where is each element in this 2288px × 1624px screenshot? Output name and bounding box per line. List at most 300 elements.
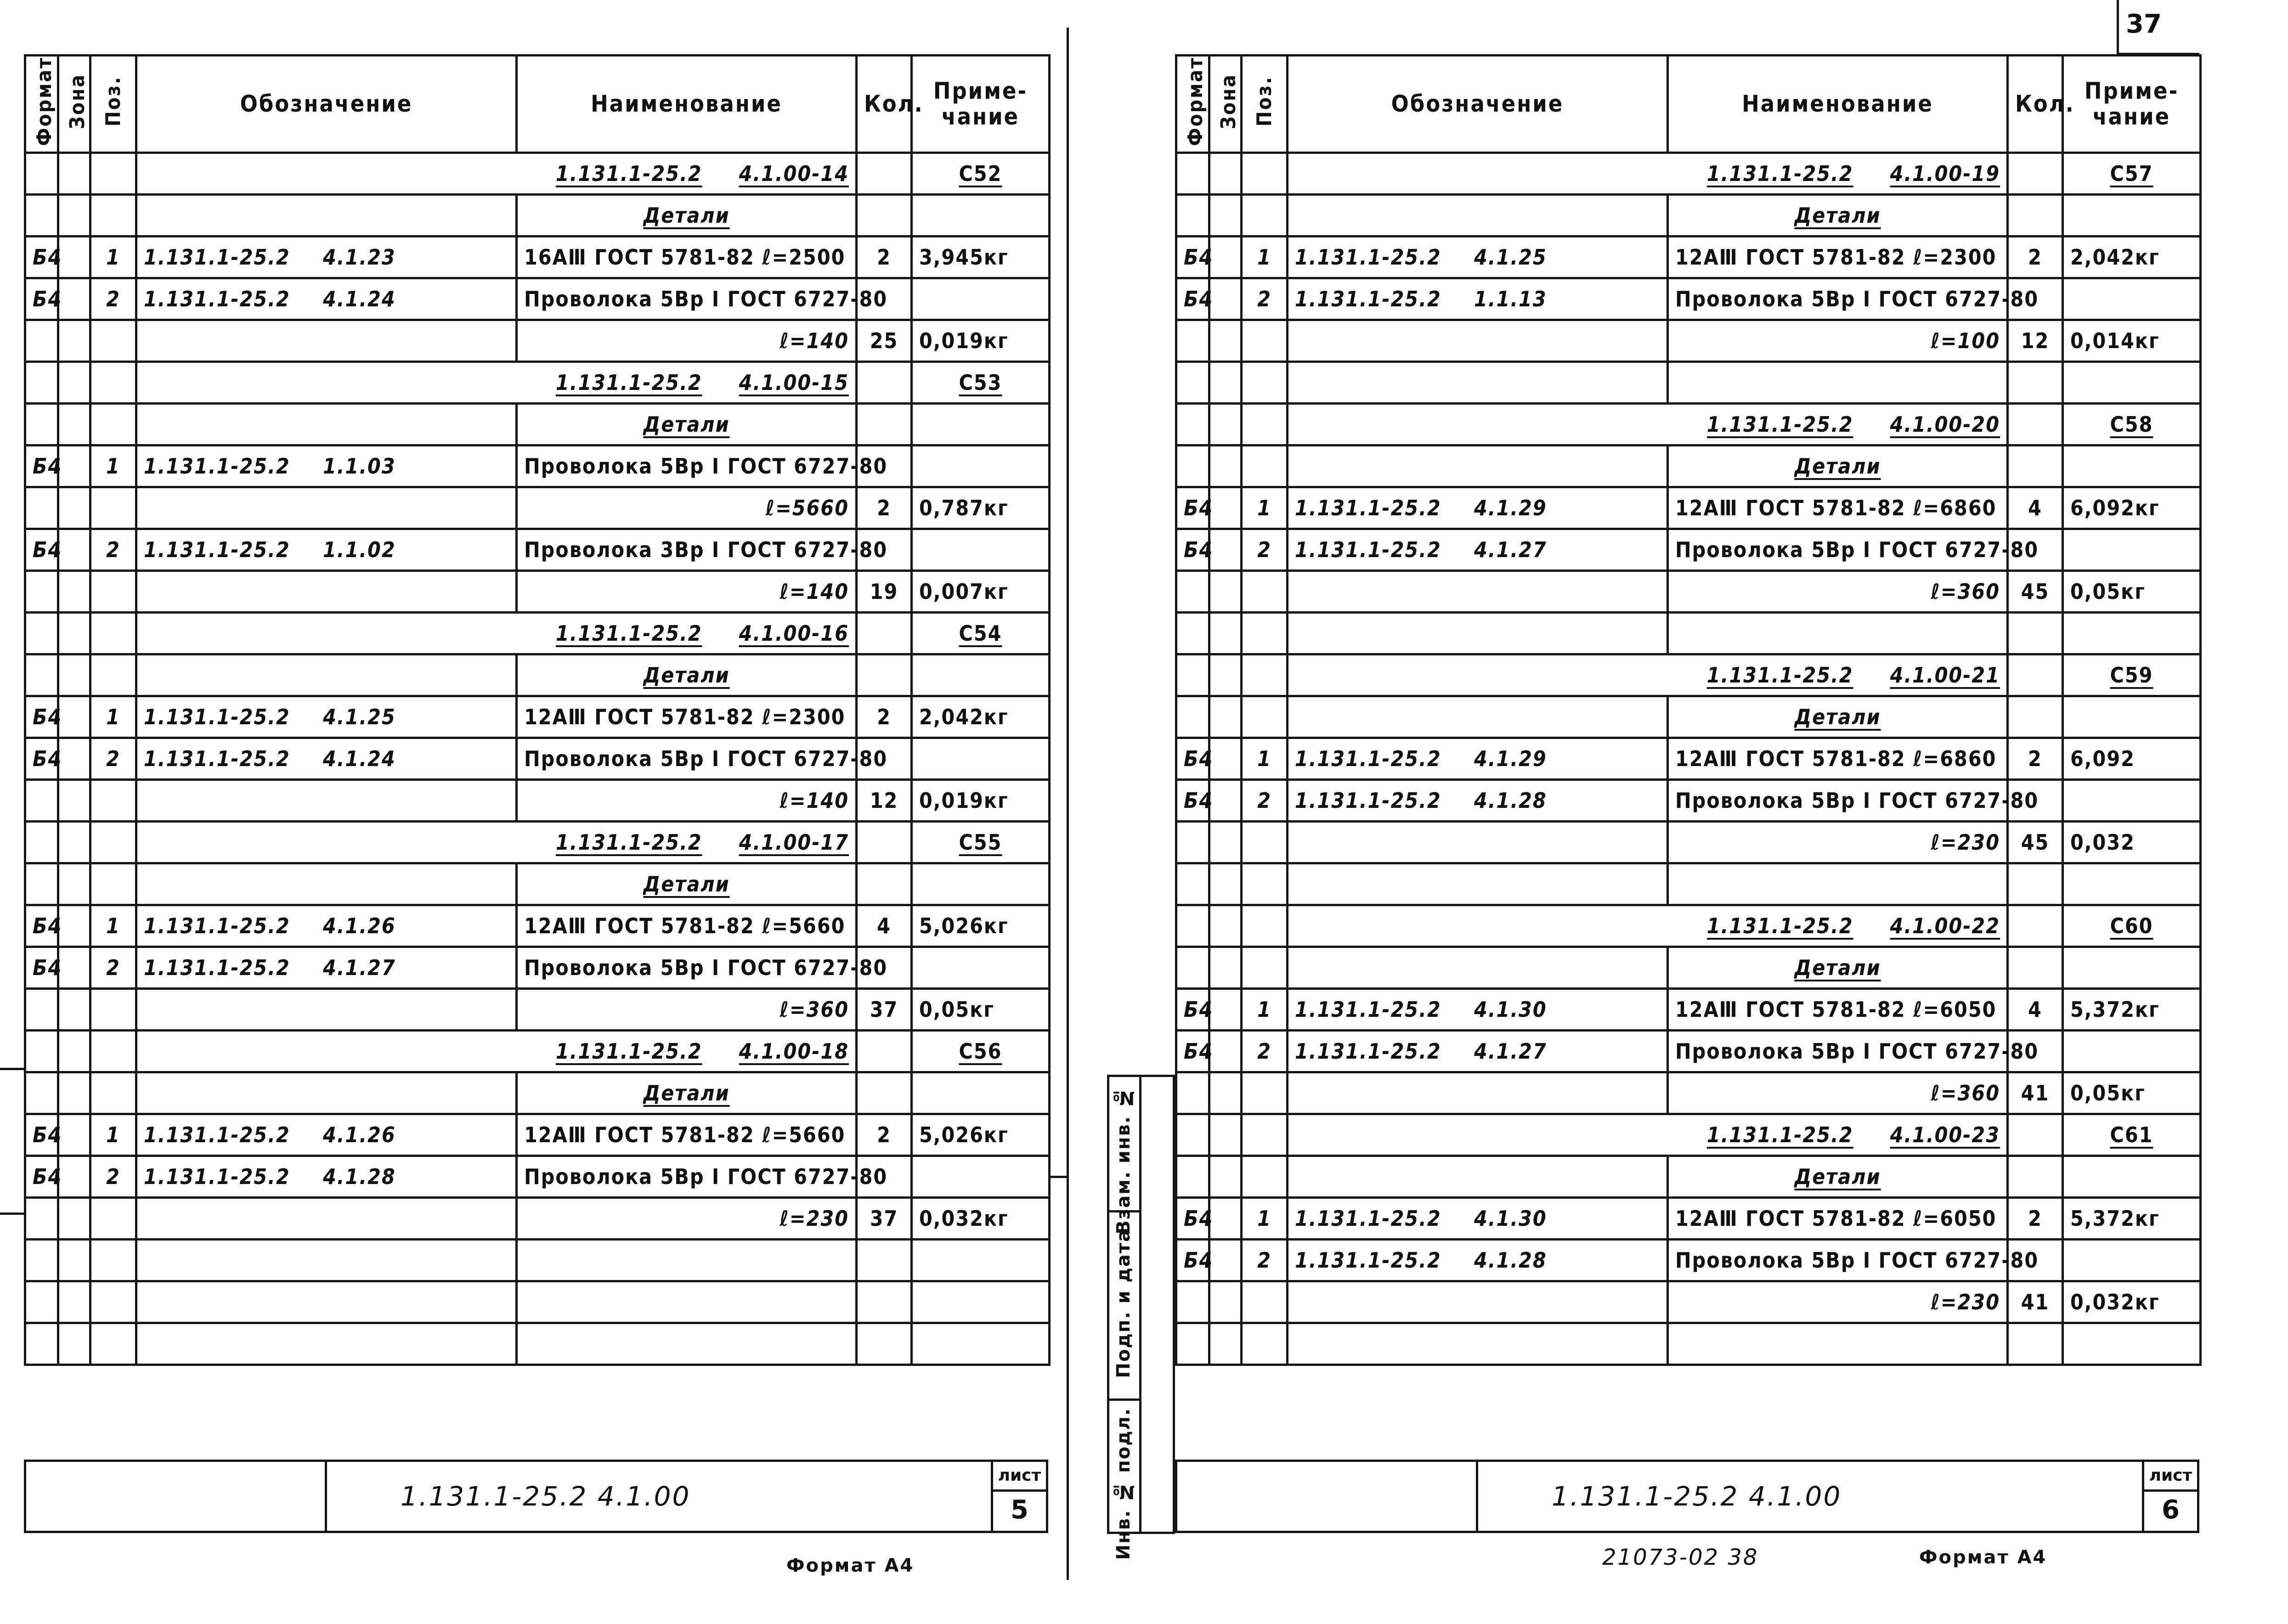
document-ref: 1.131.1-25.2: [1295, 244, 1441, 270]
document-ref: 1.131.1-25.2: [144, 244, 290, 270]
empty-cell: [1242, 1281, 1288, 1323]
empty-row: [25, 1281, 1050, 1323]
empty-cell: [2008, 1156, 2063, 1197]
length-cell: ℓ=230: [1668, 821, 2008, 863]
empty-cell: [1209, 445, 1242, 487]
archive-number: 21073-02 38: [1602, 1545, 1759, 1570]
table-row: [1176, 988, 2201, 1030]
note-cell: 0,032: [2063, 821, 2201, 863]
empty-cell: [1209, 320, 1242, 361]
empty-cell: [857, 1323, 912, 1365]
empty-cell: [90, 779, 136, 821]
format-cell: Б4: [25, 947, 58, 988]
note-cell: 0,787кг: [912, 487, 1050, 529]
empty-cell: [1288, 361, 1668, 403]
empty-cell: [857, 361, 912, 403]
empty-cell: [58, 487, 90, 529]
header-name: Наименование: [517, 56, 857, 153]
name-cell: Проволока 5Вр I ГОСТ 6727-80: [1668, 1030, 2008, 1072]
assembly-variant: 4.1.00-18: [739, 1038, 849, 1064]
empty-cell: [90, 863, 136, 905]
position-cell: 1: [90, 905, 136, 947]
sheet-number: 6: [2162, 1495, 2180, 1525]
empty-cell: [1176, 320, 1209, 361]
qty-cell: 45: [2008, 570, 2063, 612]
assembly-designation: [136, 821, 857, 863]
empty-cell: [1242, 194, 1288, 236]
sheet-box: [2142, 1462, 2197, 1531]
empty-cell: [1668, 612, 2008, 654]
empty-cell: [58, 1197, 90, 1239]
format-cell: Б4: [1176, 236, 1209, 278]
empty-cell: [1242, 152, 1288, 194]
assembly-code: 1.131.1-25.2: [555, 1038, 702, 1064]
assembly-mark: С61: [2063, 1114, 2201, 1156]
qty-cell: 41: [2008, 1281, 2063, 1323]
empty-cell: [58, 696, 90, 738]
empty-cell: [136, 779, 517, 821]
empty-cell: [25, 779, 58, 821]
header-note: Приме- чание: [912, 56, 1050, 153]
empty-cell: [1209, 487, 1242, 529]
empty-cell: [1176, 445, 1209, 487]
empty-cell: [1176, 821, 1209, 863]
empty-cell: [912, 1281, 1050, 1323]
designation-cell: [136, 278, 517, 320]
empty-cell: [2008, 612, 2063, 654]
empty-cell: [1176, 1156, 1209, 1197]
drawing-ref: 4.1.26: [323, 1122, 396, 1147]
section-header-row: [25, 1072, 1050, 1114]
empty-cell: [912, 1072, 1050, 1114]
note-cell: 5,026кг: [912, 1114, 1050, 1156]
position-cell: 2: [90, 529, 136, 570]
assembly-designation: [136, 612, 857, 654]
empty-cell: [58, 779, 90, 821]
margin-tick: [0, 1068, 24, 1070]
header-pos: Поз.: [1242, 56, 1288, 153]
empty-cell: [1242, 1072, 1288, 1114]
drawing-ref: 4.1.27: [1474, 537, 1547, 562]
empty-cell: [1209, 1281, 1242, 1323]
header-qty: Кол.: [2008, 56, 2063, 153]
designation-cell: [1288, 1197, 1668, 1239]
empty-cell: [2008, 905, 2063, 947]
document-ref: 1.131.1-25.2: [144, 955, 290, 980]
section-label: Детали: [1668, 947, 2008, 988]
length-row: [25, 1197, 1050, 1239]
document-ref: 1.131.1-25.2: [1295, 997, 1441, 1022]
format-cell: Б4: [1176, 278, 1209, 320]
drawing-ref: 1.1.13: [1474, 286, 1547, 311]
empty-cell: [2063, 194, 2201, 236]
empty-cell: [1209, 988, 1242, 1030]
note-cell: [912, 947, 1050, 988]
assembly-designation: [136, 361, 857, 403]
table-row: [1176, 1239, 2201, 1281]
name-cell: 12АⅢ ГОСТ 5781-82 ℓ=5660: [517, 1114, 857, 1156]
note-cell: [912, 1156, 1050, 1197]
empty-cell: [25, 194, 58, 236]
empty-cell: [1242, 403, 1288, 445]
length-cell: ℓ=140: [517, 320, 857, 361]
empty-cell: [1242, 1156, 1288, 1197]
table-row: [25, 278, 1050, 320]
empty-cell: [1209, 1323, 1242, 1365]
format-cell: Б4: [25, 445, 58, 487]
assembly-code: 1.131.1-25.2: [555, 620, 702, 646]
empty-row: [1176, 361, 2201, 403]
empty-cell: [1668, 863, 2008, 905]
document-code: 1.131.1-25.2 4.1.00: [1476, 1462, 2197, 1531]
assembly-mark: С54: [912, 612, 1050, 654]
empty-cell: [25, 1239, 58, 1281]
name-cell: 12АⅢ ГОСТ 5781-82 ℓ=2300: [1668, 236, 2008, 278]
position-cell: 2: [1242, 779, 1288, 821]
position-cell: 1: [90, 696, 136, 738]
assembly-title-row: [25, 152, 1050, 194]
assembly-mark: С55: [912, 821, 1050, 863]
name-cell: Проволока 5Вр I ГОСТ 6727-80: [517, 947, 857, 988]
table-row: [25, 529, 1050, 570]
document-code: 1.131.1-25.2 4.1.00: [325, 1462, 1046, 1531]
document-ref: 1.131.1-25.2: [144, 913, 290, 938]
empty-cell: [25, 1197, 58, 1239]
empty-cell: [1176, 1114, 1209, 1156]
empty-cell: [1242, 361, 1288, 403]
header-pos: Поз.: [90, 56, 136, 153]
assembly-code: 1.131.1-25.2: [1706, 913, 1853, 938]
empty-cell: [1209, 236, 1242, 278]
empty-cell: [912, 1239, 1050, 1281]
name-cell: 12АⅢ ГОСТ 5781-82 ℓ=6050: [1668, 1197, 2008, 1239]
empty-cell: [25, 863, 58, 905]
assembly-designation: [1288, 152, 2008, 194]
corner-frame-line: [2117, 0, 2119, 55]
note-cell: 0,007кг: [912, 570, 1050, 612]
drawing-ref: 4.1.28: [323, 1164, 396, 1189]
empty-cell: [1668, 361, 2008, 403]
empty-cell: [2008, 403, 2063, 445]
empty-cell: [25, 570, 58, 612]
table-row: [25, 905, 1050, 947]
empty-cell: [90, 152, 136, 194]
format-cell: Б4: [25, 1114, 58, 1156]
assembly-designation: [1288, 654, 2008, 696]
empty-cell: [1288, 570, 1668, 612]
name-cell: 12АⅢ ГОСТ 5781-82 ℓ=6860: [1668, 738, 2008, 779]
document-ref: 1.131.1-25.2: [144, 704, 290, 729]
position-cell: 2: [90, 278, 136, 320]
empty-cell: [1209, 1197, 1242, 1239]
drawing-ref: 4.1.26: [323, 913, 396, 938]
drawing-ref: 4.1.23: [323, 244, 396, 270]
empty-cell: [25, 612, 58, 654]
section-header-row: [25, 654, 1050, 696]
empty-cell: [1176, 152, 1209, 194]
empty-cell: [90, 194, 136, 236]
qty-cell: 4: [2008, 487, 2063, 529]
empty-cell: [58, 1030, 90, 1072]
drawing-ref: 4.1.30: [1474, 1206, 1547, 1231]
drawing-ref: 4.1.24: [323, 746, 396, 771]
assembly-mark: С57: [2063, 152, 2201, 194]
section-label: Детали: [1668, 445, 2008, 487]
designation-cell: [136, 1156, 517, 1197]
spec-table-left: [24, 54, 1051, 1366]
drawing-ref: 4.1.29: [1474, 495, 1547, 520]
length-row: [1176, 320, 2201, 361]
empty-cell: [58, 320, 90, 361]
header-format: Формат: [1176, 56, 1209, 153]
designation-cell: [1288, 1239, 1668, 1281]
empty-row: [25, 1239, 1050, 1281]
table-row: [1176, 1030, 2201, 1072]
name-cell: 12АⅢ ГОСТ 5781-82 ℓ=5660: [517, 905, 857, 947]
length-row: [25, 487, 1050, 529]
assembly-mark: С56: [912, 1030, 1050, 1072]
empty-cell: [1209, 696, 1242, 738]
empty-cell: [136, 1323, 517, 1365]
empty-cell: [857, 654, 912, 696]
length-row: [25, 570, 1050, 612]
drawing-ref: 4.1.28: [1474, 788, 1547, 813]
position-cell: 1: [90, 445, 136, 487]
empty-cell: [1209, 1114, 1242, 1156]
empty-cell: [25, 361, 58, 403]
assembly-code: 1.131.1-25.2: [1706, 161, 1853, 186]
side-stamp-labels: [1109, 1077, 1141, 1560]
empty-cell: [90, 1239, 136, 1281]
section-header-row: [25, 194, 1050, 236]
document-ref: 1.131.1-25.2: [144, 286, 290, 311]
designation-cell: [136, 696, 517, 738]
empty-cell: [2063, 863, 2201, 905]
assembly-variant: 4.1.00-20: [1890, 412, 2000, 437]
assembly-variant: 4.1.00-21: [1890, 662, 2000, 688]
designation-cell: [1288, 738, 1668, 779]
assembly-designation: [1288, 1114, 2008, 1156]
note-cell: 3,945кг: [912, 236, 1050, 278]
table-row: [25, 445, 1050, 487]
note-cell: 0,014кг: [2063, 320, 2201, 361]
length-row: [25, 779, 1050, 821]
empty-cell: [1209, 570, 1242, 612]
designation-cell: [136, 1114, 517, 1156]
qty-cell: 41: [2008, 1072, 2063, 1114]
position-cell: 2: [1242, 529, 1288, 570]
table-row: [1176, 779, 2201, 821]
empty-cell: [2008, 361, 2063, 403]
format-cell: Б4: [25, 278, 58, 320]
format-cell: Б4: [25, 1156, 58, 1197]
name-cell: Проволока 5Вр I ГОСТ 6727-80: [1668, 1239, 2008, 1281]
empty-row: [1176, 612, 2201, 654]
designation-cell: [1288, 487, 1668, 529]
assembly-variant: 4.1.00-19: [1890, 161, 2000, 186]
header-row: [25, 56, 1050, 153]
name-cell: Проволока 3Вр I ГОСТ 6727-80: [517, 529, 857, 570]
position-cell: 1: [1242, 738, 1288, 779]
position-cell: 2: [90, 738, 136, 779]
drawing-ref: 4.1.29: [1474, 746, 1547, 771]
empty-cell: [1242, 821, 1288, 863]
empty-cell: [2063, 947, 2201, 988]
qty-cell: 2: [857, 696, 912, 738]
empty-cell: [1288, 320, 1668, 361]
table-row: [25, 696, 1050, 738]
drawing-ref: 1.1.03: [323, 453, 396, 479]
length-cell: ℓ=230: [517, 1197, 857, 1239]
empty-cell: [136, 1281, 517, 1323]
position-cell: 1: [90, 236, 136, 278]
format-cell: Б4: [25, 905, 58, 947]
empty-cell: [1209, 403, 1242, 445]
table-row: [25, 236, 1050, 278]
empty-cell: [58, 905, 90, 947]
empty-cell: [136, 1197, 517, 1239]
designation-cell: [1288, 779, 1668, 821]
note-cell: 6,092кг: [2063, 487, 2201, 529]
empty-cell: [90, 570, 136, 612]
empty-cell: [25, 1030, 58, 1072]
name-cell: Проволока 5Вр I ГОСТ 6727-80: [1668, 779, 2008, 821]
empty-cell: [1209, 612, 1242, 654]
empty-cell: [90, 1197, 136, 1239]
section-label: Детали: [1668, 1156, 2008, 1197]
empty-cell: [1209, 947, 1242, 988]
empty-cell: [1209, 1030, 1242, 1072]
qty-cell: 2: [857, 236, 912, 278]
format-cell: Б4: [1176, 1030, 1209, 1072]
empty-cell: [58, 570, 90, 612]
empty-cell: [1176, 696, 1209, 738]
side-label-sign: Подп. и дата: [1113, 1229, 1134, 1378]
empty-cell: [136, 863, 517, 905]
empty-cell: [1209, 779, 1242, 821]
assembly-code: 1.131.1-25.2: [1706, 1122, 1853, 1147]
empty-cell: [25, 403, 58, 445]
assembly-variant: 4.1.00-17: [739, 829, 849, 855]
empty-cell: [1288, 863, 1668, 905]
empty-cell: [1209, 1072, 1242, 1114]
position-cell: 1: [1242, 236, 1288, 278]
designation-cell: [136, 445, 517, 487]
empty-cell: [1242, 1323, 1288, 1365]
format-footer: Формат А4: [1919, 1547, 2047, 1568]
drawing-ref: 4.1.27: [1474, 1038, 1547, 1064]
qty-cell: 25: [857, 320, 912, 361]
header-zone: Зона: [58, 56, 90, 153]
qty-cell: 2: [857, 1114, 912, 1156]
qty-cell: 2: [2008, 236, 2063, 278]
title-block-right: [1175, 1460, 2199, 1533]
empty-cell: [1176, 947, 1209, 988]
empty-cell: [1242, 320, 1288, 361]
empty-cell: [58, 988, 90, 1030]
note-cell: 0,05кг: [2063, 570, 2201, 612]
empty-cell: [1288, 612, 1668, 654]
empty-cell: [912, 194, 1050, 236]
section-label: Детали: [517, 863, 857, 905]
header-note: Приме- чание: [2063, 56, 2201, 153]
empty-cell: [2008, 445, 2063, 487]
format-cell: Б4: [1176, 529, 1209, 570]
length-row: [1176, 1281, 2201, 1323]
header-name: Наименование: [1668, 56, 2008, 153]
document-ref: 1.131.1-25.2: [144, 1164, 290, 1189]
note-cell: 2,042кг: [2063, 236, 2201, 278]
length-cell: ℓ=360: [1668, 1072, 2008, 1114]
position-cell: 2: [1242, 1239, 1288, 1281]
empty-cell: [1176, 1072, 1209, 1114]
empty-cell: [58, 403, 90, 445]
title-block-left: [24, 1460, 1048, 1533]
empty-cell: [136, 1072, 517, 1114]
header-zone: Зона: [1209, 56, 1242, 153]
format-footer: Формат А4: [786, 1555, 915, 1576]
empty-cell: [90, 1072, 136, 1114]
length-row: [25, 988, 1050, 1030]
empty-cell: [58, 529, 90, 570]
drawing-ref: 4.1.27: [323, 955, 396, 980]
note-cell: [2063, 278, 2201, 320]
qty-cell: 37: [857, 1197, 912, 1239]
section-header-row: [25, 403, 1050, 445]
qty-cell: 2: [857, 487, 912, 529]
assembly-title-row: [25, 821, 1050, 863]
note-cell: 2,042кг: [912, 696, 1050, 738]
note-cell: [912, 738, 1050, 779]
fold-line: [1067, 28, 1069, 1580]
table-row: [25, 947, 1050, 988]
empty-cell: [857, 152, 912, 194]
table-row: [25, 1156, 1050, 1197]
empty-cell: [136, 487, 517, 529]
assembly-designation: [1288, 403, 2008, 445]
empty-cell: [2063, 361, 2201, 403]
empty-cell: [58, 654, 90, 696]
empty-cell: [90, 654, 136, 696]
empty-cell: [58, 1156, 90, 1197]
name-cell: Проволока 5Вр I ГОСТ 6727-80: [517, 278, 857, 320]
qty-cell: 4: [2008, 988, 2063, 1030]
empty-cell: [1176, 194, 1209, 236]
assembly-designation: [1288, 905, 2008, 947]
empty-cell: [1242, 445, 1288, 487]
length-row: [25, 320, 1050, 361]
assembly-designation: [136, 152, 857, 194]
document-ref: 1.131.1-25.2: [1295, 495, 1441, 520]
length-cell: ℓ=5660: [517, 487, 857, 529]
note-cell: 0,05кг: [912, 988, 1050, 1030]
document-ref: 1.131.1-25.2: [1295, 1247, 1441, 1273]
table-row: [1176, 236, 2201, 278]
document-ref: 1.131.1-25.2: [1295, 286, 1441, 311]
empty-cell: [1209, 152, 1242, 194]
empty-cell: [1288, 194, 1668, 236]
note-cell: 0,032кг: [2063, 1281, 2201, 1323]
document-ref: 1.131.1-25.2: [144, 1122, 290, 1147]
drawing-ref: 4.1.30: [1474, 997, 1547, 1022]
empty-cell: [58, 278, 90, 320]
name-cell: Проволока 5Вр I ГОСТ 6727-80: [517, 445, 857, 487]
note-cell: [912, 445, 1050, 487]
empty-cell: [912, 1323, 1050, 1365]
assembly-variant: 4.1.00-14: [739, 161, 849, 186]
empty-cell: [136, 654, 517, 696]
length-cell: ℓ=360: [517, 988, 857, 1030]
